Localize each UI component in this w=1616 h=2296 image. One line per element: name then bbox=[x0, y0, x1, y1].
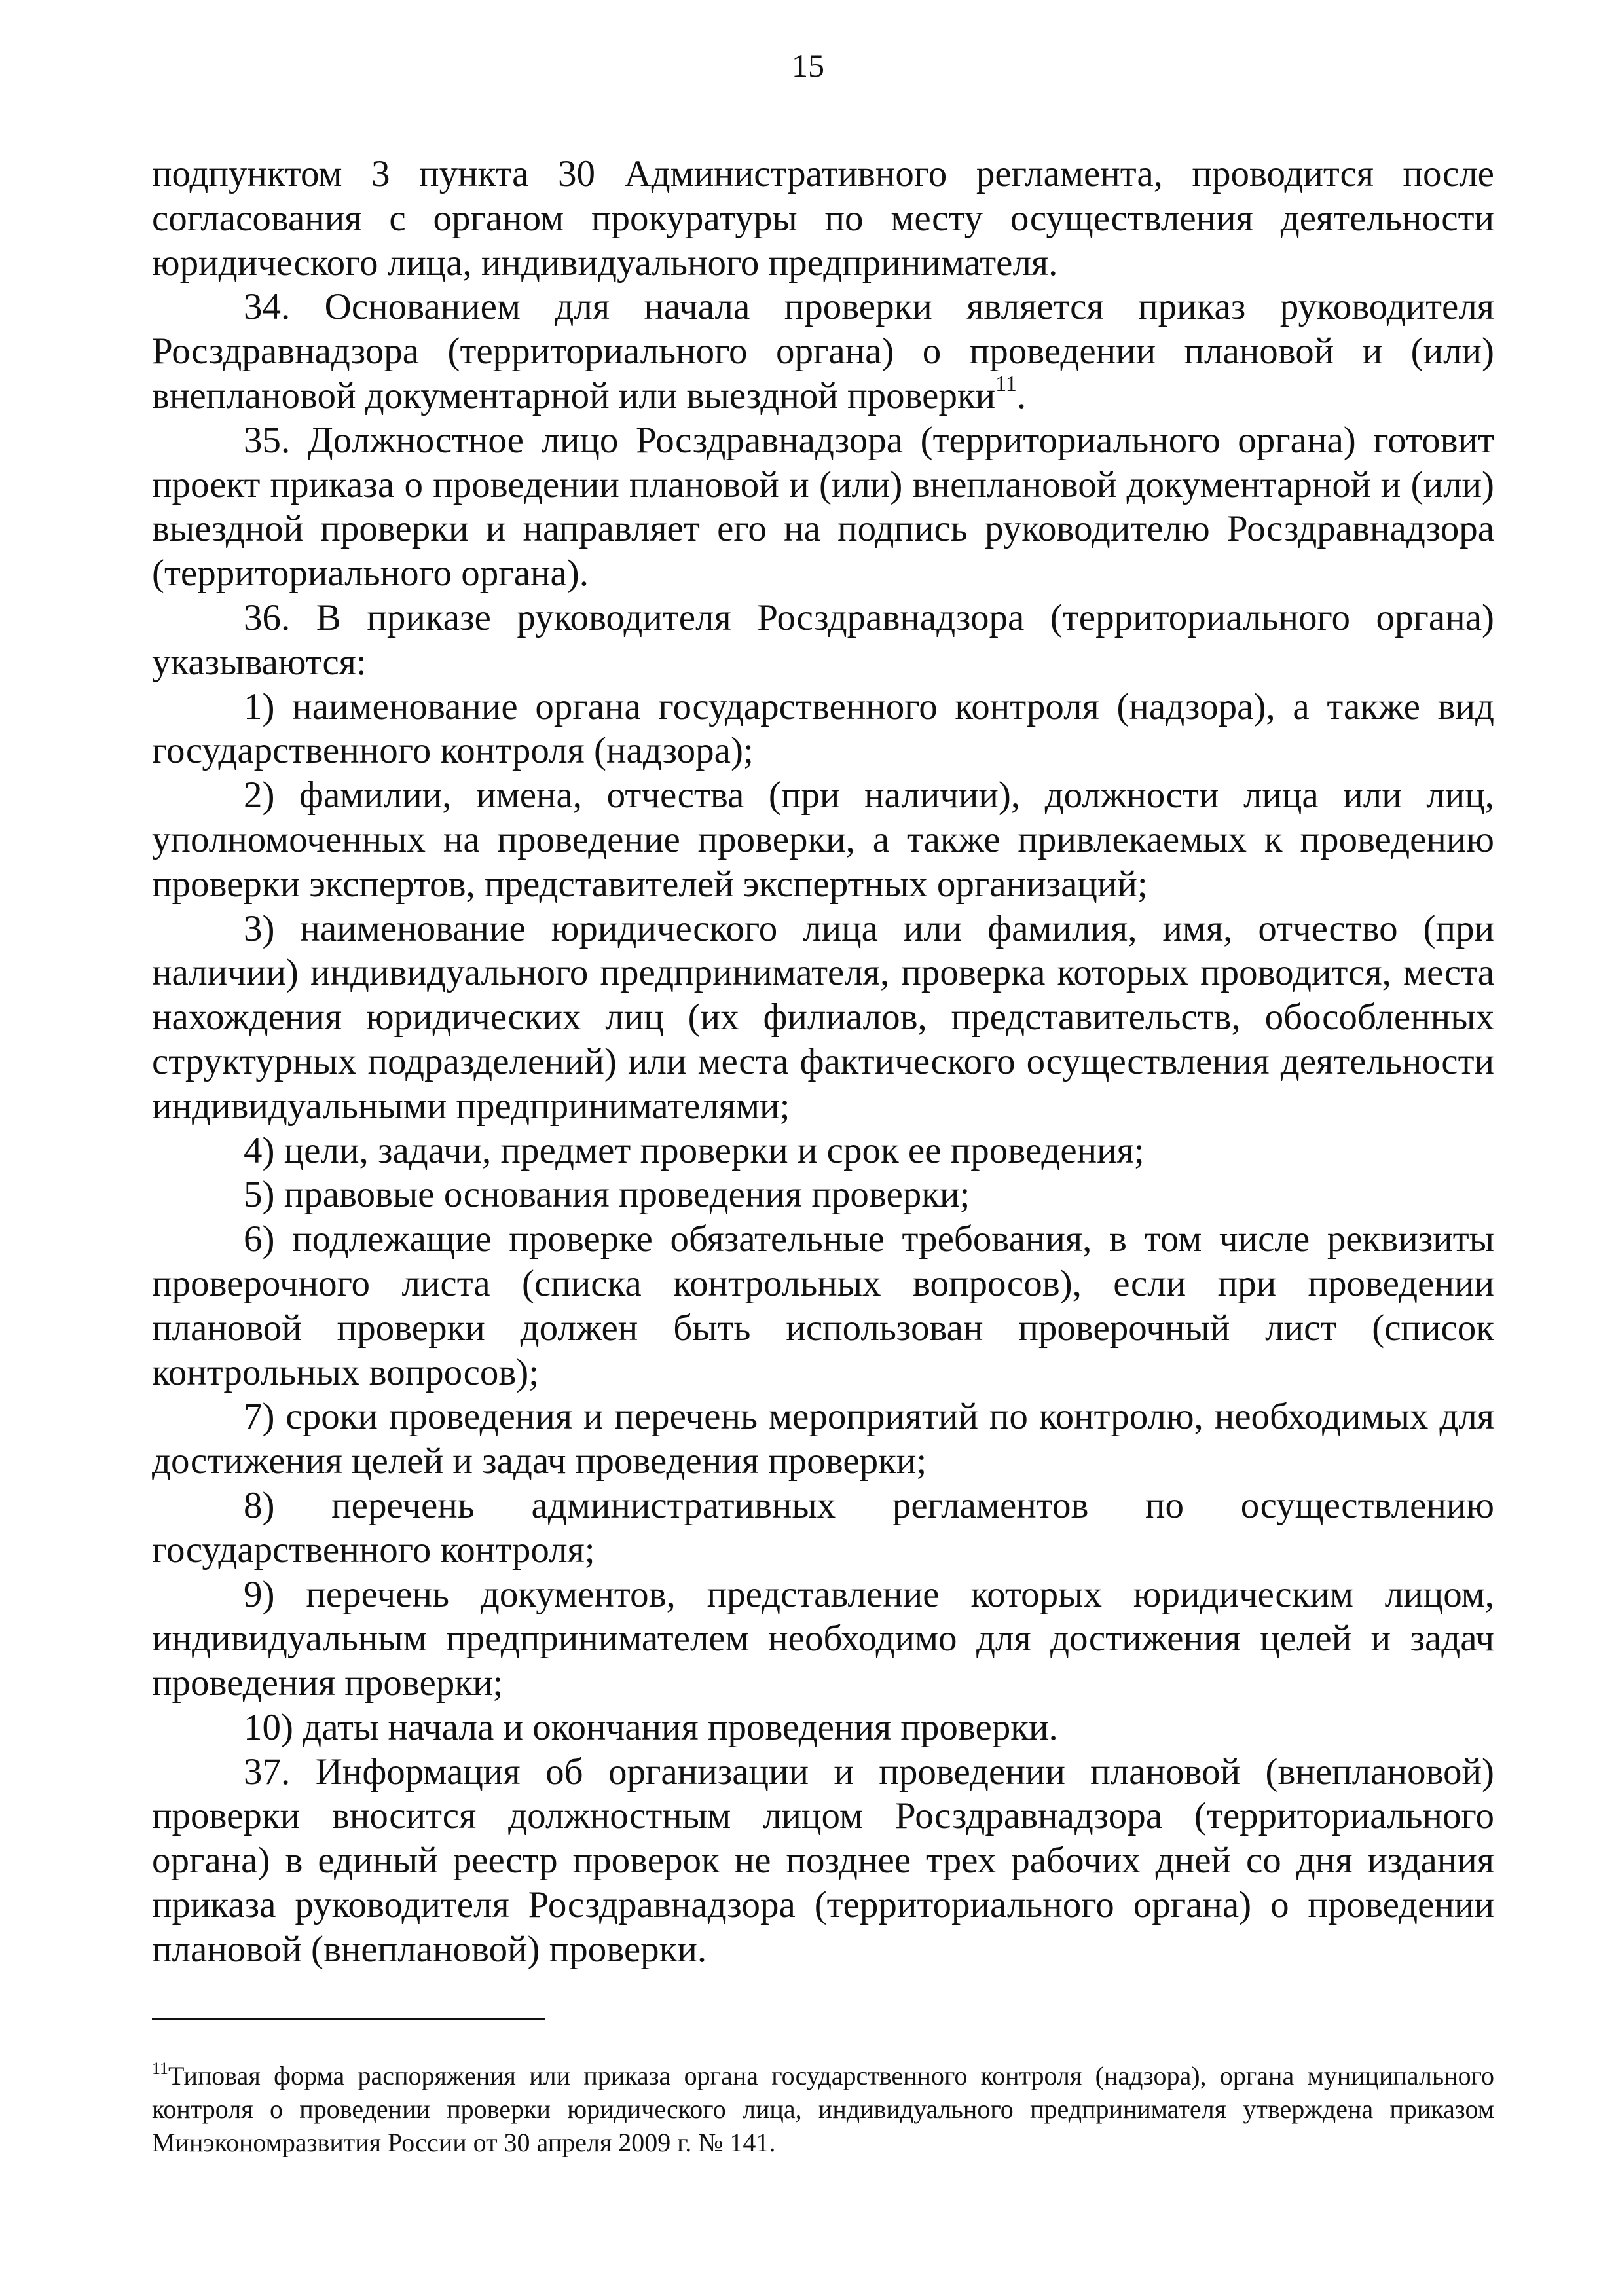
list-item-6: 6) подлежащие проверке обязательные требования, в том числе реквизиты проверочного листа (списка контрольных вопросов), если при проведении плановой проверки должен быть использован проверочный лист (список контрольных вопросов); bbox=[152, 1218, 1494, 1393]
paragraph-34-end: . bbox=[1016, 374, 1027, 416]
paragraph-continuation: подпунктом 3 пункта 30 Административного регламента, проводится после согласования с органом прокуратуры по месту осуществления деятельности юридического лица, индивидуального предпринимателя. bbox=[152, 153, 1494, 283]
paragraph-34 bbox=[152, 285, 1494, 418]
list-item-1: 1) наименование органа государственного контроля (надзора), а также вид государственного контроля (надзора); bbox=[152, 685, 1494, 772]
paragraph-36: 36. В приказе руководителя Росздравнадзора (территориального органа) указываются: bbox=[152, 596, 1494, 683]
footnote-text: Типовая форма распоряжения или приказа органа государственного контроля (надзора), органа муниципального контроля о проведении проверки юридического лица, индивидуального предпринимателя утверждена приказом Минэкономразвития России от 30 апреля 2009 г. № 141. bbox=[152, 2061, 1494, 2157]
page-number: 15 bbox=[792, 47, 824, 84]
document-body bbox=[152, 152, 1494, 1972]
footnote-marker: 11 bbox=[152, 2058, 169, 2078]
list-item-9: 9) перечень документов, представление которых юридическим лицом, индивидуальным предпринимателем необходимо для достижения целей и задач проведения проверки; bbox=[152, 1573, 1494, 1704]
list-item-8: 8) перечень административных регламентов по осуществлению государственного контроля; bbox=[152, 1484, 1494, 1571]
list-item-5: 5) правовые основания проведения проверки; bbox=[244, 1174, 970, 1216]
list-item-4: 4) цели, задачи, предмет проверки и срок ее проведения; bbox=[244, 1129, 1145, 1171]
list-item-3: 3) наименование юридического лица или фамилия, имя, отчество (при наличии) индивидуального предпринимателя, проверка которых проводится, места нахождения юридических лиц (их филиалов, представительств, обособленных структурных подразделений) или места фактического осуществления деятельности индивидуальными предпринимателями; bbox=[152, 907, 1494, 1127]
list-item-7: 7) сроки проведения и перечень мероприятий по контролю, необходимых для достижения целей и задач проведения проверки; bbox=[152, 1396, 1494, 1482]
footnote bbox=[152, 2059, 1494, 2159]
list-item-2: 2) фамилии, имена, отчества (при наличии), должности лица или лиц, уполномоченных на проведение проверки, а также привлекаемых к проведению проверки экспертов, представителей экспертных организаций; bbox=[152, 774, 1494, 905]
paragraph-37: 37. Информация об организации и проведении плановой (внеплановой) проверки вносится должностным лицом Росздравнадзора (территориального органа) в единый реестр проверок не позднее трех рабочих дней со дня издания приказа руководителя Росздравнадзора (территориального органа) о проведении плановой (внеплановой) проверки. bbox=[152, 1751, 1494, 1970]
footnote-ref-11: 11 bbox=[995, 371, 1017, 396]
list-item-10: 10) даты начала и окончания проведения проверки. bbox=[244, 1706, 1058, 1748]
paragraph-35: 35. Должностное лицо Росздравнадзора (территориального органа) готовит проект приказа о проведении плановой и (или) внеплановой документарной и (или) выездной проверки и направляет его на подпись руководителю Росздравнадзора (территориального органа). bbox=[152, 419, 1494, 594]
paragraph-34-text: 34. Основанием для начала проверки является приказ руководителя Росздравнадзора (территориального органа) о проведении плановой и (или) внеплановой документарной или выездной проверки bbox=[152, 286, 1494, 416]
footnote-separator bbox=[152, 2018, 545, 2020]
